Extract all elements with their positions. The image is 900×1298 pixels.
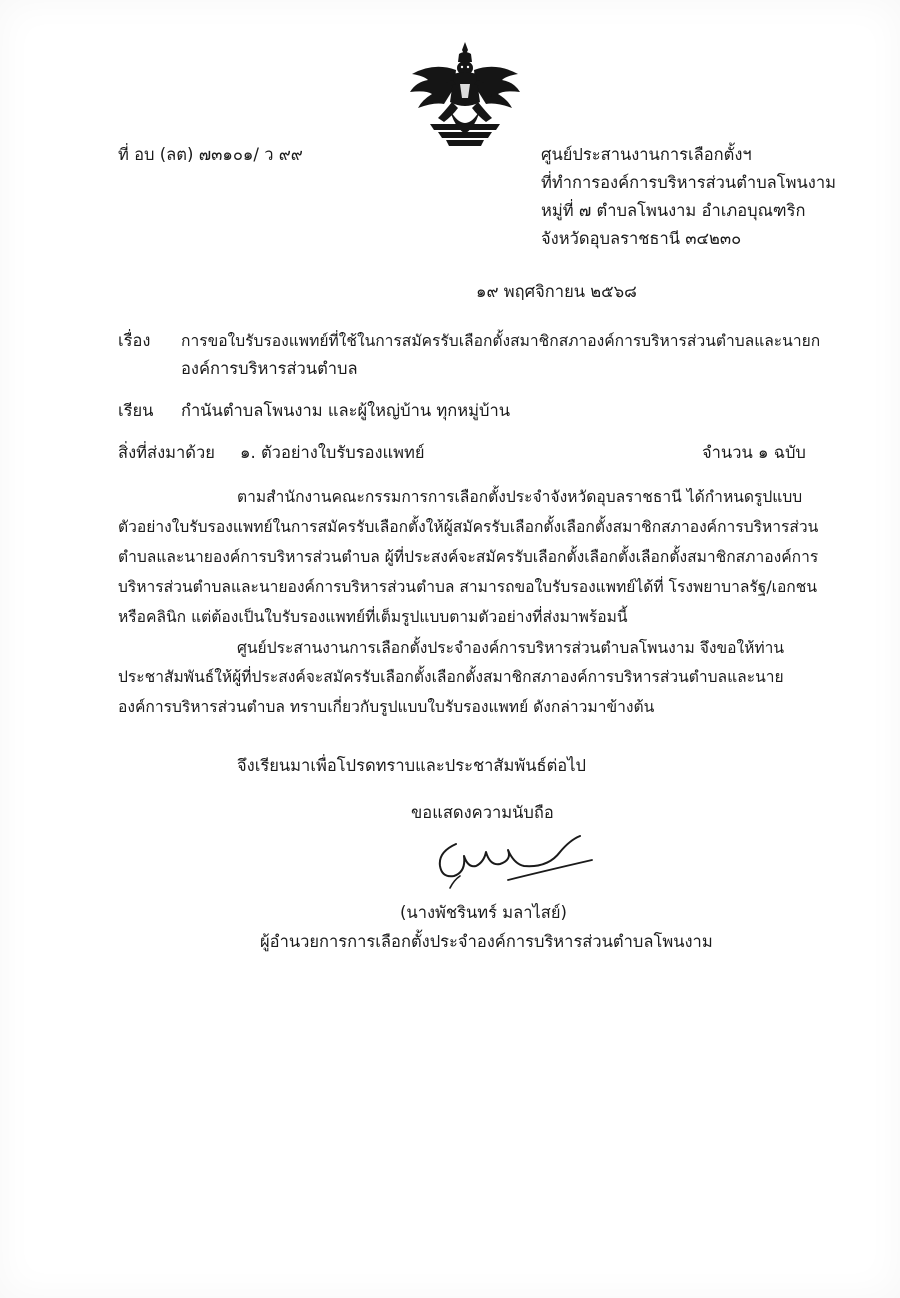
sender-line-4: จังหวัดอุบลราชธานี ๓๔๒๓๐ (541, 229, 742, 248)
sender-line-3: หมู่ที่ ๗ ตำบลโพนงาม อำเภอบุณฑริก (541, 201, 806, 220)
paragraph1-line-4: บริหารส่วนตำบลและนายองค์การบริหารส่วนตำบล สามารถขอใบรับรองแพทย์ได้ที่ โรงพยาบาลรัฐ/เอกชน (118, 578, 817, 596)
paragraph2-line-1: ศูนย์ประสานงานการเลือกตั้งประจำองค์การบริหารส่วนตำบลโพนงาม จึงขอให้ท่าน (237, 639, 785, 657)
closing-request: จึงเรียนมาเพื่อโปรดทราบและประชาสัมพันธ์ต่อไป (237, 756, 586, 775)
garuda-emblem-icon (404, 40, 526, 148)
enclosure-quantity: จำนวน ๑ ฉบับ (702, 443, 806, 462)
letter-date: ๑๙ พฤศจิกายน ๒๕๖๘ (476, 282, 637, 301)
signer-position: ผู้อำนวยการการเลือกตั้งประจำองค์การบริหารส่วนตำบลโพนงาม (260, 932, 713, 951)
paragraph2-line-2: ประชาสัมพันธ์ให้ผู้ที่ประสงค์จะสมัครรับเลือกตั้งเลือกตั้งสมาชิกสภาองค์การบริหารส่วนตำบลและนาย (118, 668, 784, 686)
reference-number: ที่ อบ (ลต) ๗๓๑๐๑/ ว ๙๙ (118, 145, 303, 164)
enclosure-item: ๑. ตัวอย่างใบรับรองแพทย์ (240, 443, 425, 462)
paragraph1-line-2: ตัวอย่างใบรับรองแพทย์ในการสมัครรับเลือกตั้งให้ผู้สมัครรับเลือกตั้งเลือกตั้งสมาชิกสภาองค์การบริหารส่วน (118, 518, 819, 536)
subject-line-2: องค์การบริหารส่วนตำบล (181, 359, 358, 378)
paragraph2-line-3: องค์การบริหารส่วนตำบล ทราบเกี่ยวกับรูปแบบใบรับรองแพทย์ ดังกล่าวมาข้างต้น (118, 698, 655, 716)
paragraph1-line-5: หรือคลินิก แต่ต้องเป็นใบรับรองแพทย์ที่เต็มรูปแบบตามตัวอย่างที่ส่งมาพร้อมนี้ (118, 608, 628, 626)
handwritten-signature (420, 826, 600, 896)
to-label: เรียน (118, 401, 154, 420)
paragraph1-line-1: ตามสำนักงานคณะกรรมการการเลือกตั้งประจำจังหวัดอุบลราชธานี ได้กำหนดรูปแบบ (237, 488, 803, 506)
sender-line-2: ที่ทำการองค์การบริหารส่วนตำบลโพนงาม (541, 173, 836, 192)
to-recipients: กำนันตำบลโพนงาม และผู้ใหญ่บ้าน ทุกหมู่บ้าน (181, 401, 511, 420)
enclosure-label: สิ่งที่ส่งมาด้วย (118, 443, 215, 462)
subject-line-1: การขอใบรับรองแพทย์ที่ใช้ในการสมัครรับเลือกตั้งสมาชิกสภาองค์การบริหารส่วนตำบลและนายก (181, 332, 821, 350)
paragraph1-line-3: ตำบลและนายองค์การบริหารส่วนตำบล ผู้ที่ประสงค์จะสมัครรับเลือกตั้งเลือกตั้งเลือกตั้งสมาชิกสภาองค์การ (118, 548, 819, 566)
signer-name: (นางพัชรินทร์ มลาไสย์) (400, 903, 567, 922)
subject-label: เรื่อง (118, 331, 151, 350)
closing-regards: ขอแสดงความนับถือ (411, 803, 554, 822)
sender-line-1: ศูนย์ประสานงานการเลือกตั้งฯ (541, 145, 752, 164)
